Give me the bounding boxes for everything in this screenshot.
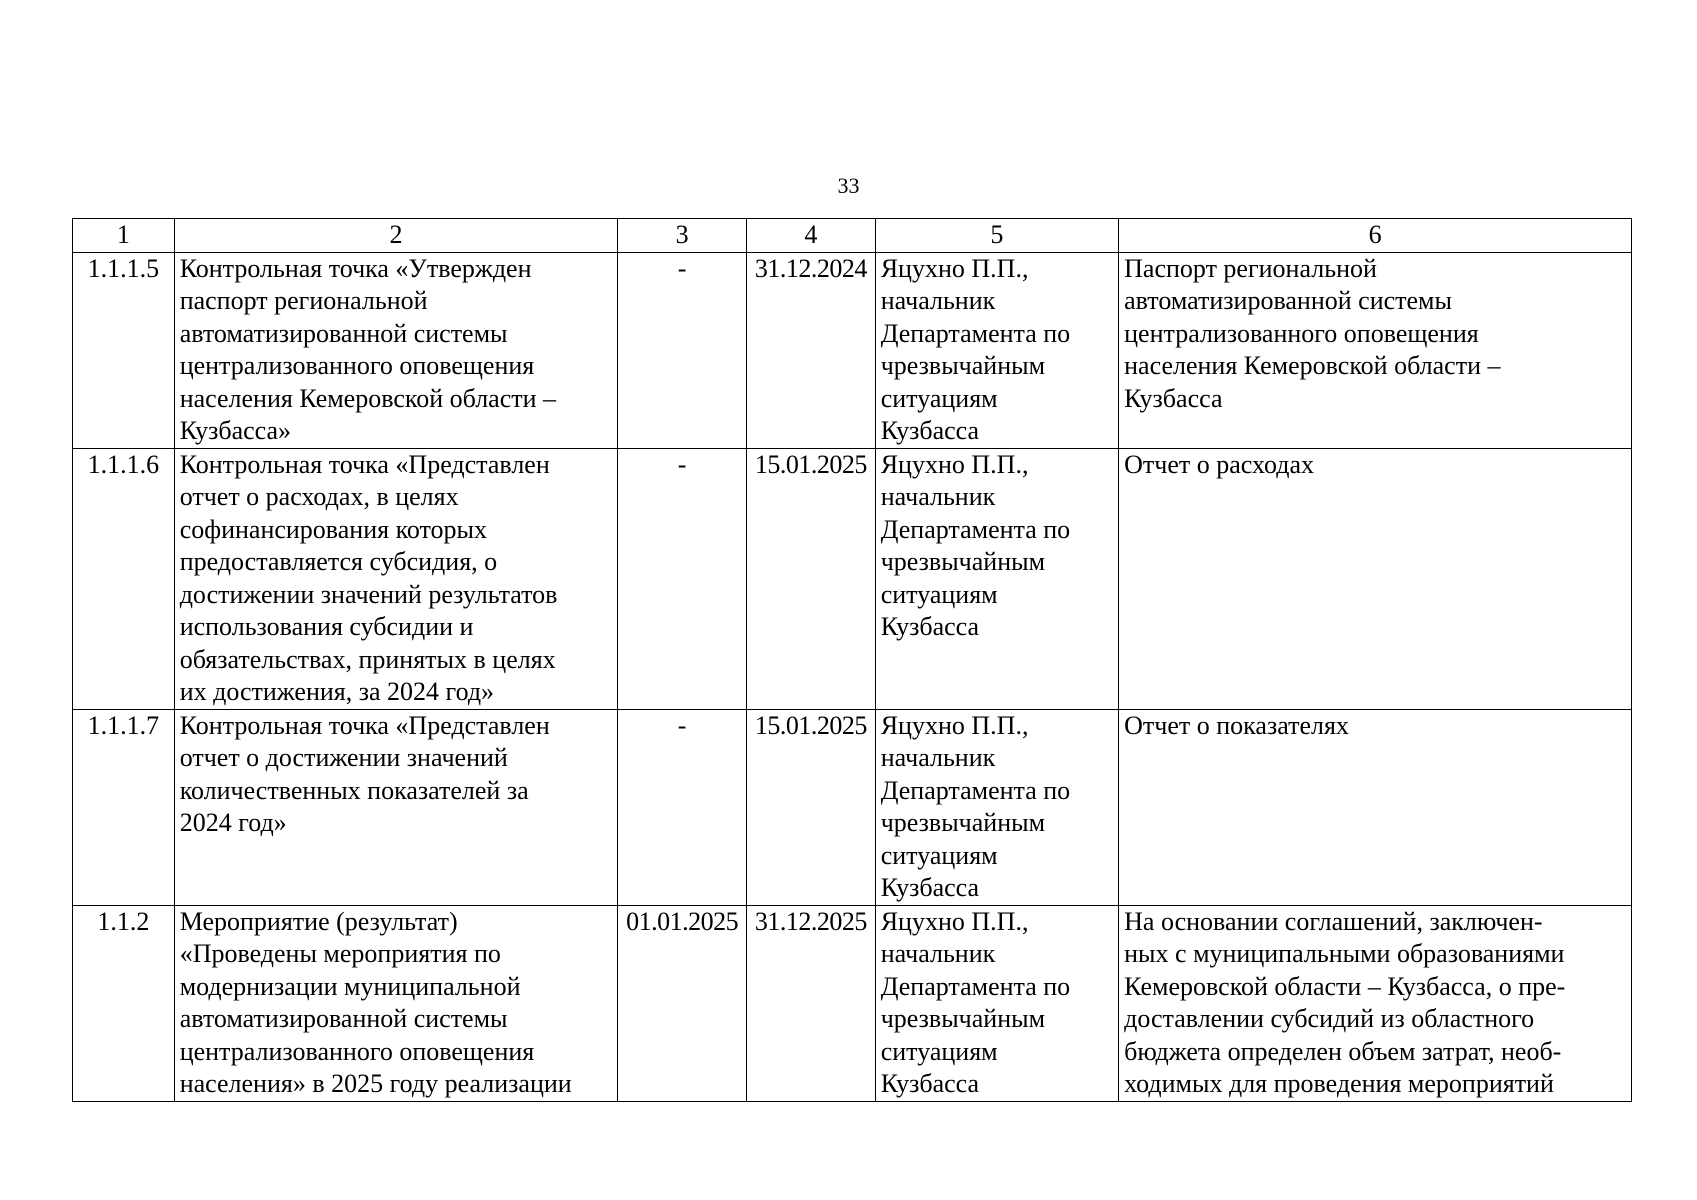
row-responsible xyxy=(875,709,1118,905)
row-name xyxy=(174,905,618,1101)
text-line: Мероприятие (результат) xyxy=(179,906,458,936)
text-line: Отчет о расходах xyxy=(1124,449,1315,479)
text-line: населения Кемеровской области – xyxy=(1124,351,1501,380)
text-line: «Проведены мероприятия по xyxy=(179,939,501,968)
text-line: ситуациям xyxy=(880,579,998,609)
text-line: чрезвычайным xyxy=(880,1004,1046,1033)
control-points-table xyxy=(72,218,1632,1102)
page-number: 33 xyxy=(837,173,860,198)
text-line: автоматизированной системы xyxy=(1124,286,1452,315)
text-line: Контрольная точка «Утвержден xyxy=(179,253,532,283)
row-number: 1.1.1.7 xyxy=(73,709,175,905)
text-line: централизованного оповещения xyxy=(1124,318,1479,348)
text-line: начальник xyxy=(880,743,996,772)
text-line: Яцухно П.П., xyxy=(880,253,1029,283)
table-row xyxy=(73,252,1632,448)
text-line: Департамента по xyxy=(880,514,1071,544)
text-line: чрезвычайным xyxy=(880,351,1046,380)
text-line: Яцухно П.П., xyxy=(880,710,1029,740)
text-line: Кузбасса xyxy=(880,612,980,641)
text-line: населения Кемеровской области – xyxy=(179,383,557,413)
text-line: модернизации муниципальной xyxy=(179,971,521,1001)
text-line: населения» в 2025 году реализации xyxy=(179,1069,572,1098)
text-line: Яцухно П.П., xyxy=(880,906,1029,936)
row-name xyxy=(174,448,618,709)
row-result xyxy=(1119,709,1632,905)
text-line: начальник xyxy=(880,939,996,968)
text-line: ситуациям xyxy=(880,383,998,413)
row-result xyxy=(1119,448,1632,709)
row-start-date: 01.01.2025 xyxy=(618,905,747,1101)
row-number: 1.1.2 xyxy=(73,905,175,1101)
row-end-date: 15.01.2025 xyxy=(746,448,875,709)
text-line: начальник xyxy=(880,286,996,315)
text-line: количественных показателей за xyxy=(179,775,529,805)
text-line: Кузбасса» xyxy=(179,416,292,445)
row-start-date: - xyxy=(618,448,747,709)
text-line: централизованного оповещения xyxy=(179,351,535,380)
row-result xyxy=(1119,252,1632,448)
header-col-6: 6 xyxy=(1119,219,1632,253)
text-line: автоматизированной системы xyxy=(179,318,508,348)
row-responsible xyxy=(875,905,1118,1101)
row-responsible xyxy=(875,448,1118,709)
text-line: бюджета определен объем затрат, необ- xyxy=(1124,1036,1562,1066)
text-line: предоставляется субсидия, о xyxy=(179,547,498,576)
text-line: Кузбасса xyxy=(1124,383,1223,413)
text-line: централизованного оповещения xyxy=(179,1036,535,1066)
text-line: Контрольная точка «Представлен xyxy=(179,449,550,479)
header-col-1: 1 xyxy=(73,219,175,253)
text-line: Контрольная точка «Представлен xyxy=(179,710,550,740)
text-line: паспорт региональной xyxy=(179,286,428,315)
text-line: начальник xyxy=(880,482,996,511)
text-line: 2024 год» xyxy=(179,808,287,837)
row-number: 1.1.1.5 xyxy=(73,252,175,448)
table-row xyxy=(73,709,1632,905)
row-end-date: 15.01.2025 xyxy=(746,709,875,905)
text-line: ситуациям xyxy=(880,1036,998,1066)
table-row xyxy=(73,905,1632,1101)
text-line: На основании соглашений, заключен- xyxy=(1124,906,1543,936)
row-end-date: 31.12.2025 xyxy=(746,905,875,1101)
text-line: Департамента по xyxy=(880,775,1071,805)
text-line: обязательствах, принятых в целях xyxy=(179,644,556,674)
text-line: Кузбасса xyxy=(880,416,980,445)
text-line: Департамента по xyxy=(880,318,1071,348)
text-line: Департамента по xyxy=(880,971,1071,1001)
text-line: отчет о достижении значений xyxy=(179,743,508,772)
row-start-date: - xyxy=(618,709,747,905)
text-line: Паспорт региональной xyxy=(1124,253,1377,283)
row-name xyxy=(174,709,618,905)
text-line: ситуациям xyxy=(880,840,998,870)
row-end-date: 31.12.2024 xyxy=(746,252,875,448)
text-line: Кемеровской области – Кузбасса, о пре- xyxy=(1124,971,1566,1001)
text-line: Кузбасса xyxy=(880,1069,980,1098)
header-col-4: 4 xyxy=(746,219,875,253)
row-name xyxy=(174,252,618,448)
row-start-date: - xyxy=(618,252,747,448)
text-line: использования субсидии и xyxy=(179,612,474,641)
text-line: чрезвычайным xyxy=(880,547,1046,576)
text-line: Отчет о показателях xyxy=(1124,710,1349,740)
text-line: чрезвычайным xyxy=(880,808,1046,837)
text-line: их достижения, за 2024 год» xyxy=(179,677,495,706)
header-col-3: 3 xyxy=(618,219,747,253)
text-line: Кузбасса xyxy=(880,873,980,902)
header-row xyxy=(73,219,1632,253)
header-col-2: 2 xyxy=(174,219,618,253)
text-line: Яцухно П.П., xyxy=(880,449,1029,479)
header-col-5: 5 xyxy=(875,219,1118,253)
text-line: софинансирования которых xyxy=(179,514,488,544)
table-row xyxy=(73,448,1632,709)
text-line: доставлении субсидий из областного xyxy=(1124,1004,1535,1033)
text-line: достижении значений результатов xyxy=(179,579,558,609)
row-responsible xyxy=(875,252,1118,448)
text-line: отчет о расходах, в целях xyxy=(179,482,459,511)
text-line: ных с муниципальными образованиями xyxy=(1124,939,1565,968)
text-line: автоматизированной системы xyxy=(179,1004,508,1033)
row-number: 1.1.1.6 xyxy=(73,448,175,709)
text-line: ходимых для проведения мероприятий xyxy=(1124,1069,1554,1098)
row-result xyxy=(1119,905,1632,1101)
